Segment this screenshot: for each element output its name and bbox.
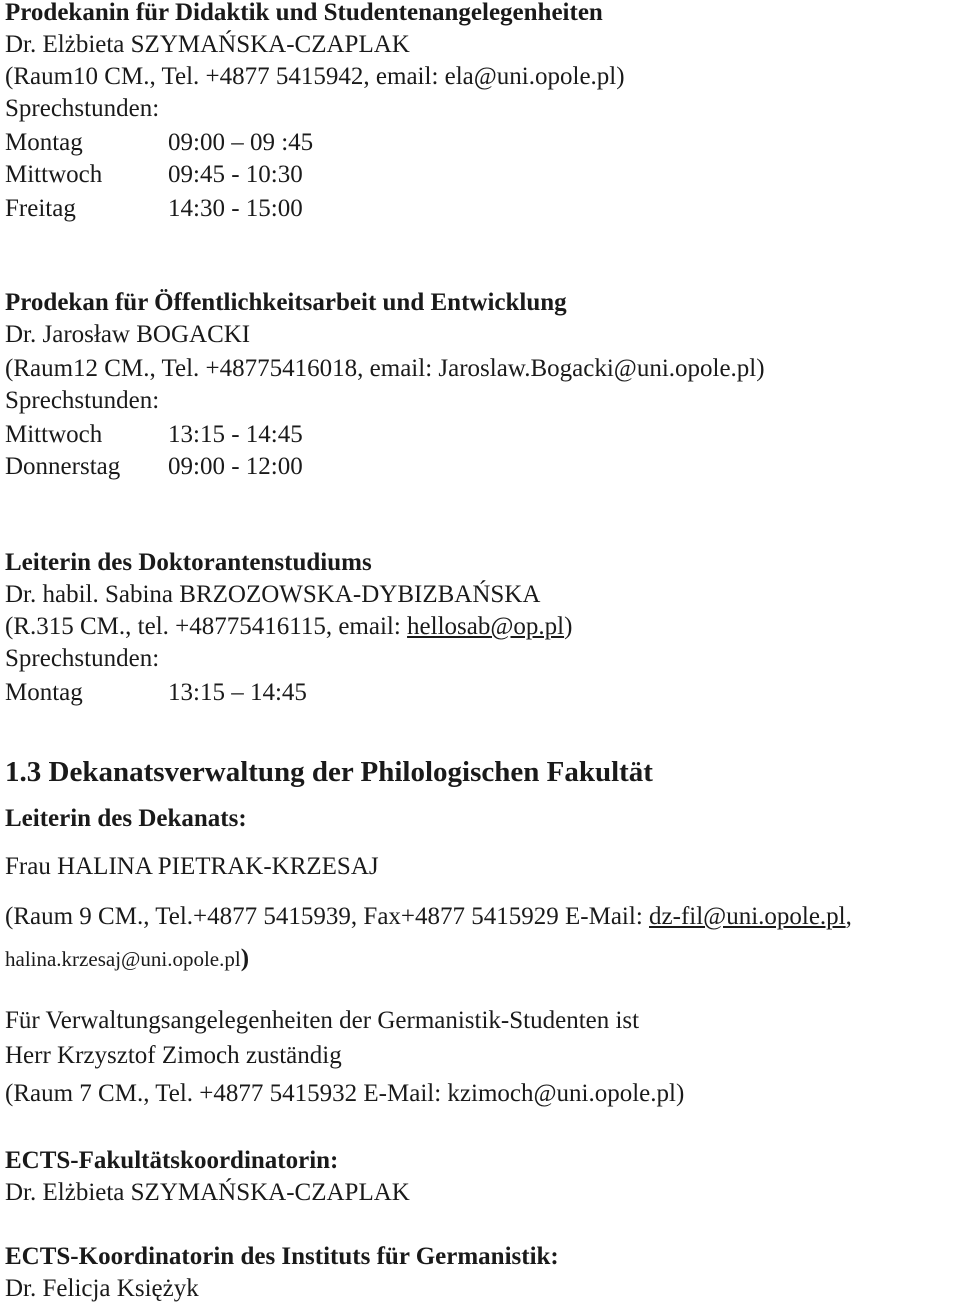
name-ects-institut: Dr. Felicja Księżyk (5, 1275, 199, 1302)
contact-text: , (845, 903, 852, 930)
hours-day: Donnerstag (5, 453, 121, 480)
contact-brzozowska (5, 611, 572, 643)
heading-doktorantenstudium: Leiterin des Doktorantenstudiums (5, 549, 372, 576)
office-hours-row (5, 127, 313, 159)
label-ects-fakultaet: ECTS-Fakultätskoordinatorin: (5, 1147, 339, 1174)
germanistik-admin-person: Herr Krzysztof Zimoch zuständig (5, 1042, 342, 1069)
hours-day: Mittwoch (5, 421, 103, 448)
hours-day: Montag (5, 129, 83, 156)
heading-prodekan-oeffentlichkeit: Prodekan für Öffentlichkeitsarbeit und Entwicklung (5, 289, 567, 316)
email-link[interactable]: dz-fil@uni.opole.pl (649, 903, 846, 930)
label-leiterin-dekanat: Leiterin des Dekanats: (5, 805, 247, 832)
contact-dekanat-cont (5, 943, 249, 975)
contact-text: (Raum 9 CM., Tel.+4877 5415939, Fax+4877 5415929 E-Mail: (5, 903, 650, 930)
hours-time: 09:45 - 10:30 (168, 161, 303, 188)
hours-day: Freitag (5, 195, 76, 222)
name-ects-fakultaet: Dr. Elżbieta SZYMAŃSKA-CZAPLAK (5, 1179, 410, 1206)
hours-time: 14:30 - 15:00 (168, 195, 303, 222)
contact-szymanska: (Raum10 CM., Tel. +4877 5415942, email: ela@uni.opole.pl) (5, 63, 625, 90)
contact-text: (R.315 CM., tel. +48775416115, email: (5, 613, 408, 640)
contact-zimoch: (Raum 7 CM., Tel. +4877 5415932 E-Mail: kzimoch@uni.opole.pl) (5, 1080, 685, 1107)
contact-text: ) (240, 945, 250, 972)
contact-bogacki: (Raum12 CM., Tel. +48775416018, email: Jaroslaw.Bogacki@uni.opole.pl) (5, 355, 765, 382)
office-hours-label: Sprechstunden: (5, 645, 160, 672)
office-hours-row (5, 159, 303, 191)
hours-time: 13:15 – 14:45 (168, 679, 307, 706)
contact-text: ) (564, 613, 573, 640)
section-title-dekanatsverwaltung: 1.3 Dekanatsverwaltung der Philologischen Fakultät (5, 756, 653, 788)
office-hours-row (5, 677, 307, 709)
contact-dekanat (5, 901, 852, 933)
email-text: halina.krzesaj@uni.opole.pl (5, 947, 241, 971)
name-pietrak: Frau HALINA PIETRAK-KRZESAJ (5, 853, 379, 880)
hours-time: 13:15 - 14:45 (168, 421, 303, 448)
hours-day: Montag (5, 679, 83, 706)
hours-time: 09:00 - 12:00 (168, 453, 303, 480)
office-hours-row (5, 419, 303, 451)
name-szymanska: Dr. Elżbieta SZYMAŃSKA-CZAPLAK (5, 31, 410, 58)
hours-day: Mittwoch (5, 161, 103, 188)
office-hours-row (5, 193, 303, 225)
office-hours-label: Sprechstunden: (5, 95, 160, 122)
heading-prodekanin-didaktik: Prodekanin für Didaktik und Studentenangelegenheiten (5, 0, 603, 26)
label-ects-institut: ECTS-Koordinatorin des Instituts für Germanistik: (5, 1243, 559, 1270)
office-hours-label: Sprechstunden: (5, 387, 160, 414)
hours-time: 09:00 – 09 :45 (168, 129, 314, 156)
email-link[interactable]: hellosab@op.pl (407, 613, 565, 640)
name-bogacki: Dr. Jarosław BOGACKI (5, 321, 251, 348)
germanistik-admin-line: Für Verwaltungsangelegenheiten der Germanistik-Studenten ist (5, 1007, 640, 1034)
office-hours-row (5, 451, 303, 483)
name-brzozowska: Dr. habil. Sabina BRZOZOWSKA-DYBIZBAŃSKA (5, 581, 541, 608)
